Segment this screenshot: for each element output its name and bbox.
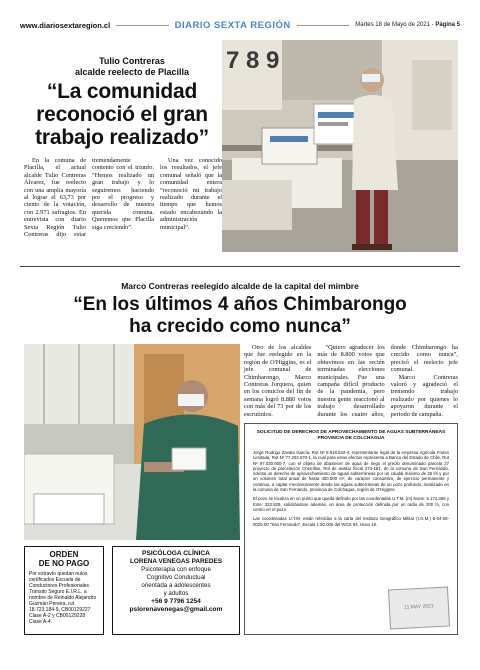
header-rule-right: [297, 25, 349, 26]
article2-body: [244, 344, 458, 418]
page-number: Página 5: [435, 22, 460, 28]
legal-paragraph: Jorge Rodrigo Zavala García, Rut Nº 8.918.542-4, representante legal de la empresa Agrícola Frutex Limitada, Rut Nº 77.203.670-1, la cual para estos efectos representa a Banco del Estado de Chile, Rut Nº 97.030.000-7, con el objeto de abastecer de agua de riego el predio denominado parcela 27 proyecto de parcelación Cherrillos, Rol de avalúo fiscal 273-161, de la comuna de San Fernando, solicita un derecho de aprovechamiento de aguas subterráneas por un caudal máximo de 26 l/s y por un volumen total anual de hasta 400.000 m³, de carácter consuntivo, de ejercicio permanente y continuo, a captar mecánicamente desde las aguas subterráneas de un pozo profundo, localizado en la comuna de San Fernando, provincia de Colchagua, región de O'Higgins.: [253, 450, 449, 493]
legal-notice: [244, 423, 458, 635]
article1-paragraph: En la comuna de Placilla, el actual alcalde Tulio Contreras Álvarez, fue reelecto con una amplia mayoría al lograr el 63,73 por ciento de la votación, con 2.971 sufragios. En entrevista con diario Sexta Región Tulio Contreras dijo estar tremendamente contento con el triunfo. “Hemos realizado un gran trabajo y lo seguiremos haciendo por el progreso y desarrollo de nuestra querida comuna. Queremos que Placilla siga creciendo”.: [24, 157, 154, 239]
site-url[interactable]: www.diariosextaregion.cl: [20, 20, 111, 30]
article2-photo: [24, 344, 240, 540]
article2-kicker: Marco Contreras reelegido alcalde de la capital del mimbre: [121, 281, 359, 291]
ad-psico-line: Cognitivo Conductual: [146, 574, 206, 581]
ad-psico-title: PSICÓLOGA CLÍNICA: [142, 550, 210, 557]
booth-number-sign: 7 8 9: [226, 47, 280, 74]
article1-kicker: Tulio Contreras alcalde reelecto de Placilla: [74, 56, 190, 77]
ad-psico-email[interactable]: pslorenavenegas@gmail.com: [129, 606, 223, 613]
section-divider: [20, 266, 460, 267]
article2-paragraph: Marco Contreras valoró y agradeció el tremendo trabajo realizado por quienes lo apoyaron durante el periodo de campaña.: [390, 373, 458, 418]
ad-orden-body: Por extravío quedan nulos certificados Escuela de Conductores Profesionales Tránsito Seguro E.I.R.L. a nombre de Reinaldo Alejandro Guzmán Pereira, rut 18.723.184-9, CB00129227 Clase A-2 y CB00129228 Clase A-4.: [29, 571, 97, 625]
ad-psico-line: y adultos: [163, 590, 189, 597]
ad-psico-phone[interactable]: +56 9 7796 1254: [151, 598, 201, 605]
newspaper-brand: DIARIO SEXTA REGIÓN: [174, 19, 291, 31]
ad-psico-name: LORENA VENEGAS PAREDES: [130, 558, 222, 565]
article1-paragraph: Una vez conocido los resultados, el jefe comunal señaló que la comunidad entera “reconoció mi trabajo realizado durante el tiempo que hemos estado encabezando la administración municipal”.: [160, 157, 222, 231]
article2-paragraph: “Quiero agradecer los más de 8.800 votos que obtuvimos en las recién terminadas elecciones municipales. Fue una campaña difícil producto de la pandemia, pero nuestra gente reaccionó al trabajo desarrollado durante los cuatro años, donde Chimbarongo ha crecido como nunca”, precisó el reelecto jefe comunal.: [317, 344, 458, 418]
legal-paragraph: Las coordenadas U.T.M. están referidas a la carta del Instituto Geográfico Militar (I.G.M.) 5-04-06-0025-00 “San Fernando”, Escala 1:50.000 del WGS 84, Huso 19.: [253, 516, 449, 527]
article1-photo: [222, 40, 458, 252]
article1-body: [24, 157, 222, 238]
legal-notice-title: SOLICITUD DE DERECHOS DE APROVECHAMIENTO DE AGUAS SUBTERRÁNEAS PROVINCIA DE COLCHAGUA: [256, 430, 446, 441]
ad-orden-title: ORDEN DE NO PAGO: [38, 550, 90, 568]
article2-paragraph: Otro de los alcaldes que fue reelegido en la región de O'Higgins, es el jefe comunal de Chimbarongo, Marco Contreras Jorquera, quien en los comicios del fin de semana logró 8.880 votos con más del 73 por de los escrutinios.: [244, 344, 312, 418]
page-header: [20, 18, 460, 32]
ad-psicologa: [112, 546, 240, 635]
header-rule: [116, 25, 168, 26]
ad-psico-line: orientada a adolescentes: [141, 582, 211, 589]
ad-psico-line: Psicoterapia con enfoque: [141, 566, 211, 573]
article2-headline: “En los últimos 4 años Chimbarongo ha crecido como nunca”: [73, 294, 407, 337]
ad-orden-no-pago: [24, 546, 104, 635]
article1-headline: “La comunidad reconoció el gran trabajo realizado”: [35, 80, 209, 149]
issue-date: Martes 18 de Mayo de 2021 - Página 5: [355, 22, 460, 28]
official-stamp: 11 MAY 2021: [388, 586, 450, 629]
legal-paragraph: El pozo se localiza en un punto que queda definido por las coordenadas U.T.M. (m) Norte: 6.174.365 y Este: 322.829, solicitándose además, un área de protección definida por un radio de 200 m, con centro en el pozo.: [253, 496, 449, 512]
